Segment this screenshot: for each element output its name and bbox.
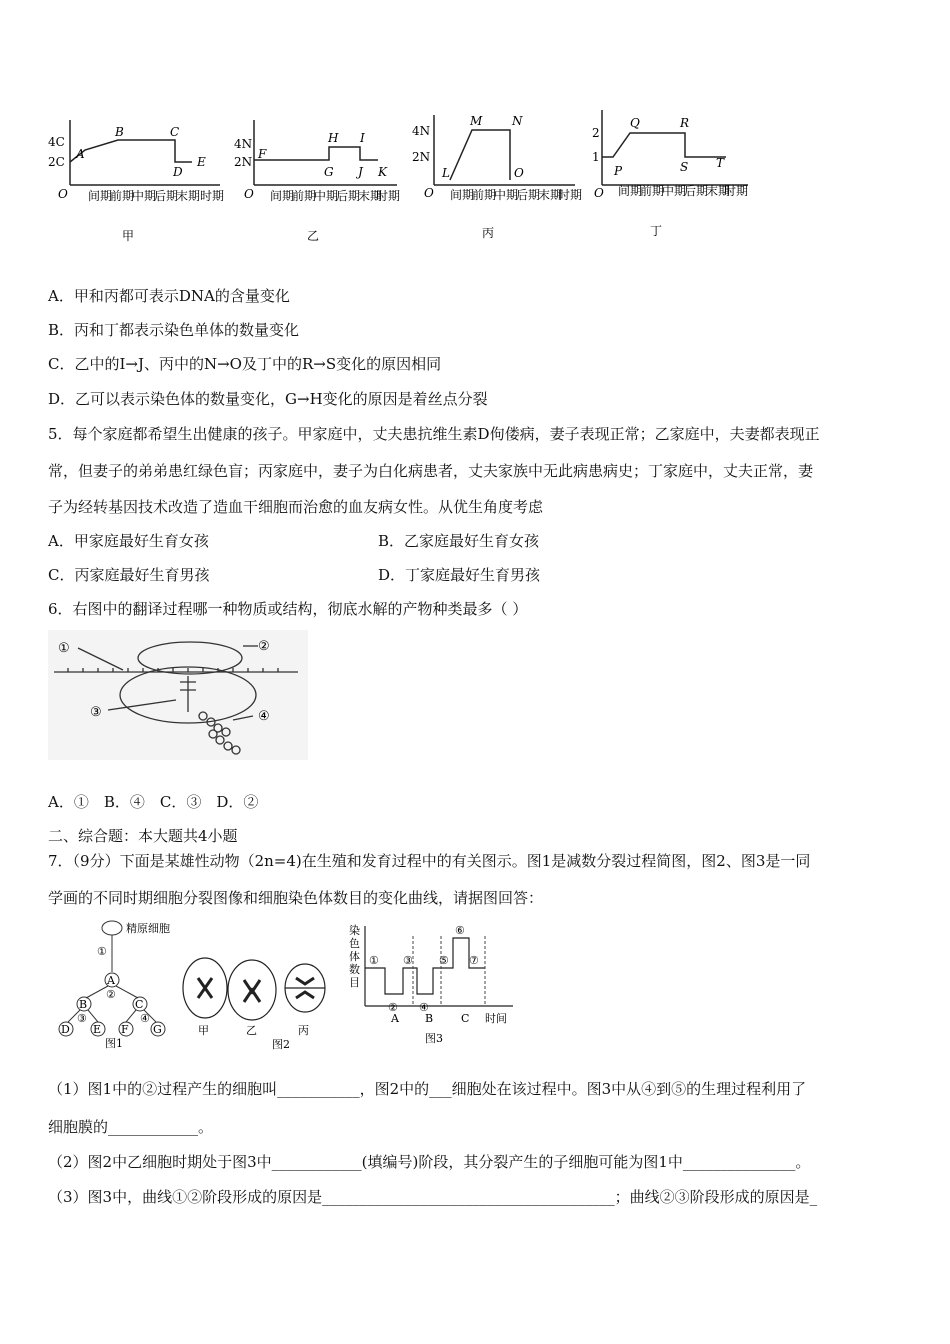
tick: 2N <box>412 150 431 164</box>
point: N <box>512 114 523 128</box>
label: 精原细胞 <box>126 922 170 935</box>
point: M <box>470 114 483 128</box>
stage: ④ <box>419 1001 429 1014</box>
origin: O <box>594 186 604 200</box>
stage: ③ <box>403 954 413 967</box>
q5-stem-line: 5．每个家庭都希望生出健康的孩子。甲家庭中，丈夫患抗维生素D佝偻病，妻子表现正常；乙家庭中，夫妻都表现正 <box>48 425 820 443</box>
q6-stem: 6．右图中的翻译过程哪一种物质或结构，彻底水解的产物种类最多（ ） <box>48 600 528 618</box>
graph-bing-curve <box>450 130 510 180</box>
q7-stem-line: 学画的不同时期细胞分裂图像和细胞染色体数目的变化曲线，请据图回答： <box>48 889 544 907</box>
point: F <box>258 147 267 161</box>
stage: ① <box>369 954 379 967</box>
stage: 间期 <box>270 189 295 203</box>
q5-stem-line: 子为经转基因技术改造了造血干细胞而治愈的血友病女性。从优生角度考虑 <box>48 498 544 516</box>
translation-diagram <box>48 630 308 760</box>
figure-1-meiosis-tree <box>50 916 180 1051</box>
tick: 1 <box>592 150 600 164</box>
point: B <box>115 125 124 139</box>
ylabel: 色 <box>349 937 360 950</box>
cell-label: 乙 <box>246 1024 257 1037</box>
x-label: A <box>391 1012 399 1025</box>
x-axis: 时期 <box>724 184 749 198</box>
stage: 前期 <box>110 189 135 203</box>
curve <box>365 938 485 994</box>
point: O <box>514 166 524 180</box>
q5-option-a: A．甲家庭最好生育女孩 <box>48 532 209 550</box>
q7-subq-3: （3）图3中，曲线①②阶段形成的原因是_______________________________________；曲线②③阶段形成的原因是_ <box>48 1188 818 1206</box>
caption: 图1 <box>105 1037 123 1050</box>
point: R <box>680 116 690 130</box>
x-axis: 时期 <box>558 188 583 202</box>
graph-bing <box>410 95 590 245</box>
point: A <box>76 147 85 161</box>
ylabel: 体 <box>349 950 360 963</box>
q4-option-a: A．甲和丙都可表示DNA的含量变化 <box>48 287 290 305</box>
section-heading: 二、综合题：本大题共4小题 <box>48 827 238 845</box>
tick: 2C <box>48 155 65 169</box>
figure-2-cells <box>180 950 330 1050</box>
q6-options: A．① B．④ C．③ D．② <box>48 793 259 811</box>
origin: O <box>244 187 254 201</box>
x-label: B <box>425 1012 434 1025</box>
stage: 中期 <box>132 189 157 203</box>
node: D <box>61 1023 70 1036</box>
graph-yi-curve <box>254 147 378 160</box>
stage: 后期 <box>516 188 541 202</box>
tick: 4C <box>48 135 65 149</box>
point: T <box>716 156 725 170</box>
q5-option-c: C．丙家庭最好生育男孩 <box>48 566 210 584</box>
q7-subq-2: （2）图2中乙细胞时期处于图3中____________(填编号)阶段，其分裂产生的子细胞可能为图1中_______________。 <box>48 1153 811 1171</box>
point: J <box>358 165 363 179</box>
x-axis: 时期 <box>200 189 225 203</box>
step: ② <box>106 988 116 1001</box>
tick: 4N <box>412 124 431 138</box>
stage: ⑦ <box>469 954 479 967</box>
node: G <box>153 1023 162 1036</box>
stage: 前期 <box>292 189 317 203</box>
stage: 中期 <box>314 189 339 203</box>
graph-name: 丙 <box>482 226 495 240</box>
stage: 末期 <box>538 188 563 202</box>
tick: 4N <box>234 137 253 151</box>
stage: 前期 <box>472 188 497 202</box>
step: ④ <box>140 1012 150 1025</box>
graph-jia-curve <box>70 140 192 162</box>
q4-option-c: C．乙中的I→J、丙中的N→O及丁中的R→S变化的原因相同 <box>48 355 442 373</box>
q4-option-d: D．乙可以表示染色体的数量变化，G→H变化的原因是着丝点分裂 <box>48 390 488 408</box>
graph-name: 甲 <box>122 229 135 243</box>
ylabel: 数 <box>349 963 360 976</box>
q4-option-b: B．丙和丁都表示染色单体的数量变化 <box>48 321 300 339</box>
graph-ding-curve <box>602 133 726 157</box>
cell-label: 甲 <box>198 1024 209 1037</box>
stage: ⑤ <box>439 954 449 967</box>
cell-label: 丙 <box>298 1024 309 1037</box>
graph-yi <box>232 100 412 250</box>
point: L <box>442 166 450 180</box>
node: B <box>79 998 88 1011</box>
q5-stem-line: 常，但妻子的弟弟患红绿色盲；丙家庭中，妻子为白化病患者，丈夫家族中无此病患病史；丁家庭中，丈夫正常，妻 <box>48 462 814 480</box>
point: H <box>328 131 339 145</box>
origin: O <box>424 186 434 200</box>
q7-subq-1: （1）图1中的②过程产生的细胞叫___________，图2中的___细胞处在该过程中。图3中从④到⑤的生理过程利用了 <box>48 1080 807 1098</box>
q7-subq-1-cont: 细胞膜的____________。 <box>48 1118 214 1136</box>
q5-option-d: D．丁家庭最好生育男孩 <box>378 566 541 584</box>
stage: 后期 <box>154 189 179 203</box>
ylabel: 目 <box>349 976 360 989</box>
point: E <box>197 155 206 169</box>
stage: 末期 <box>176 189 201 203</box>
caption: 图2 <box>272 1038 290 1050</box>
stage: 间期 <box>88 189 113 203</box>
point: S <box>680 160 689 174</box>
stage: 中期 <box>494 188 519 202</box>
label-1: ① <box>58 641 70 656</box>
q5-option-b: B．乙家庭最好生育女孩 <box>378 532 540 550</box>
graph-ding <box>588 95 768 245</box>
node: E <box>93 1023 102 1036</box>
ylabel: 染 <box>349 924 360 937</box>
stage: 后期 <box>336 189 361 203</box>
q7-stem-line: 7．（9分）下面是某雄性动物（2n=4)在生殖和发育过程中的有关图示。图1是减数分裂过程简图，图2、图3是一同 <box>48 852 811 870</box>
graph-jia <box>40 100 240 250</box>
figure-3-chromosome-curve <box>345 916 520 1051</box>
point: D <box>173 165 183 179</box>
step: ① <box>97 945 107 958</box>
point: G <box>324 165 334 179</box>
x-axis: 时间 <box>485 1012 507 1025</box>
caption: 图3 <box>425 1032 443 1045</box>
node: F <box>121 1023 129 1036</box>
point: Q <box>630 116 640 130</box>
label-2: ② <box>258 639 270 654</box>
point: I <box>360 131 365 145</box>
stage: ⑥ <box>455 924 465 937</box>
stage: 前期 <box>640 184 665 198</box>
stage: 间期 <box>618 184 643 198</box>
x-axis: 时期 <box>376 189 401 203</box>
origin: O <box>58 187 68 201</box>
label-4: ④ <box>258 709 270 724</box>
node: C <box>135 998 144 1011</box>
node: A <box>107 974 115 987</box>
point: C <box>170 125 180 139</box>
stage: ② <box>388 1001 398 1014</box>
stage: 中期 <box>662 184 687 198</box>
stage: 末期 <box>706 184 731 198</box>
graph-name: 乙 <box>307 229 320 243</box>
point: K <box>378 165 387 179</box>
stage: 末期 <box>358 189 383 203</box>
label-3: ③ <box>90 705 102 720</box>
stage: 间期 <box>450 188 475 202</box>
tick: 2 <box>592 126 600 140</box>
graph-name: 丁 <box>650 224 663 238</box>
point: P <box>614 164 623 178</box>
stage: 后期 <box>684 184 709 198</box>
step: ③ <box>77 1012 87 1025</box>
tick: 2N <box>234 155 253 169</box>
x-label: C <box>461 1012 470 1025</box>
